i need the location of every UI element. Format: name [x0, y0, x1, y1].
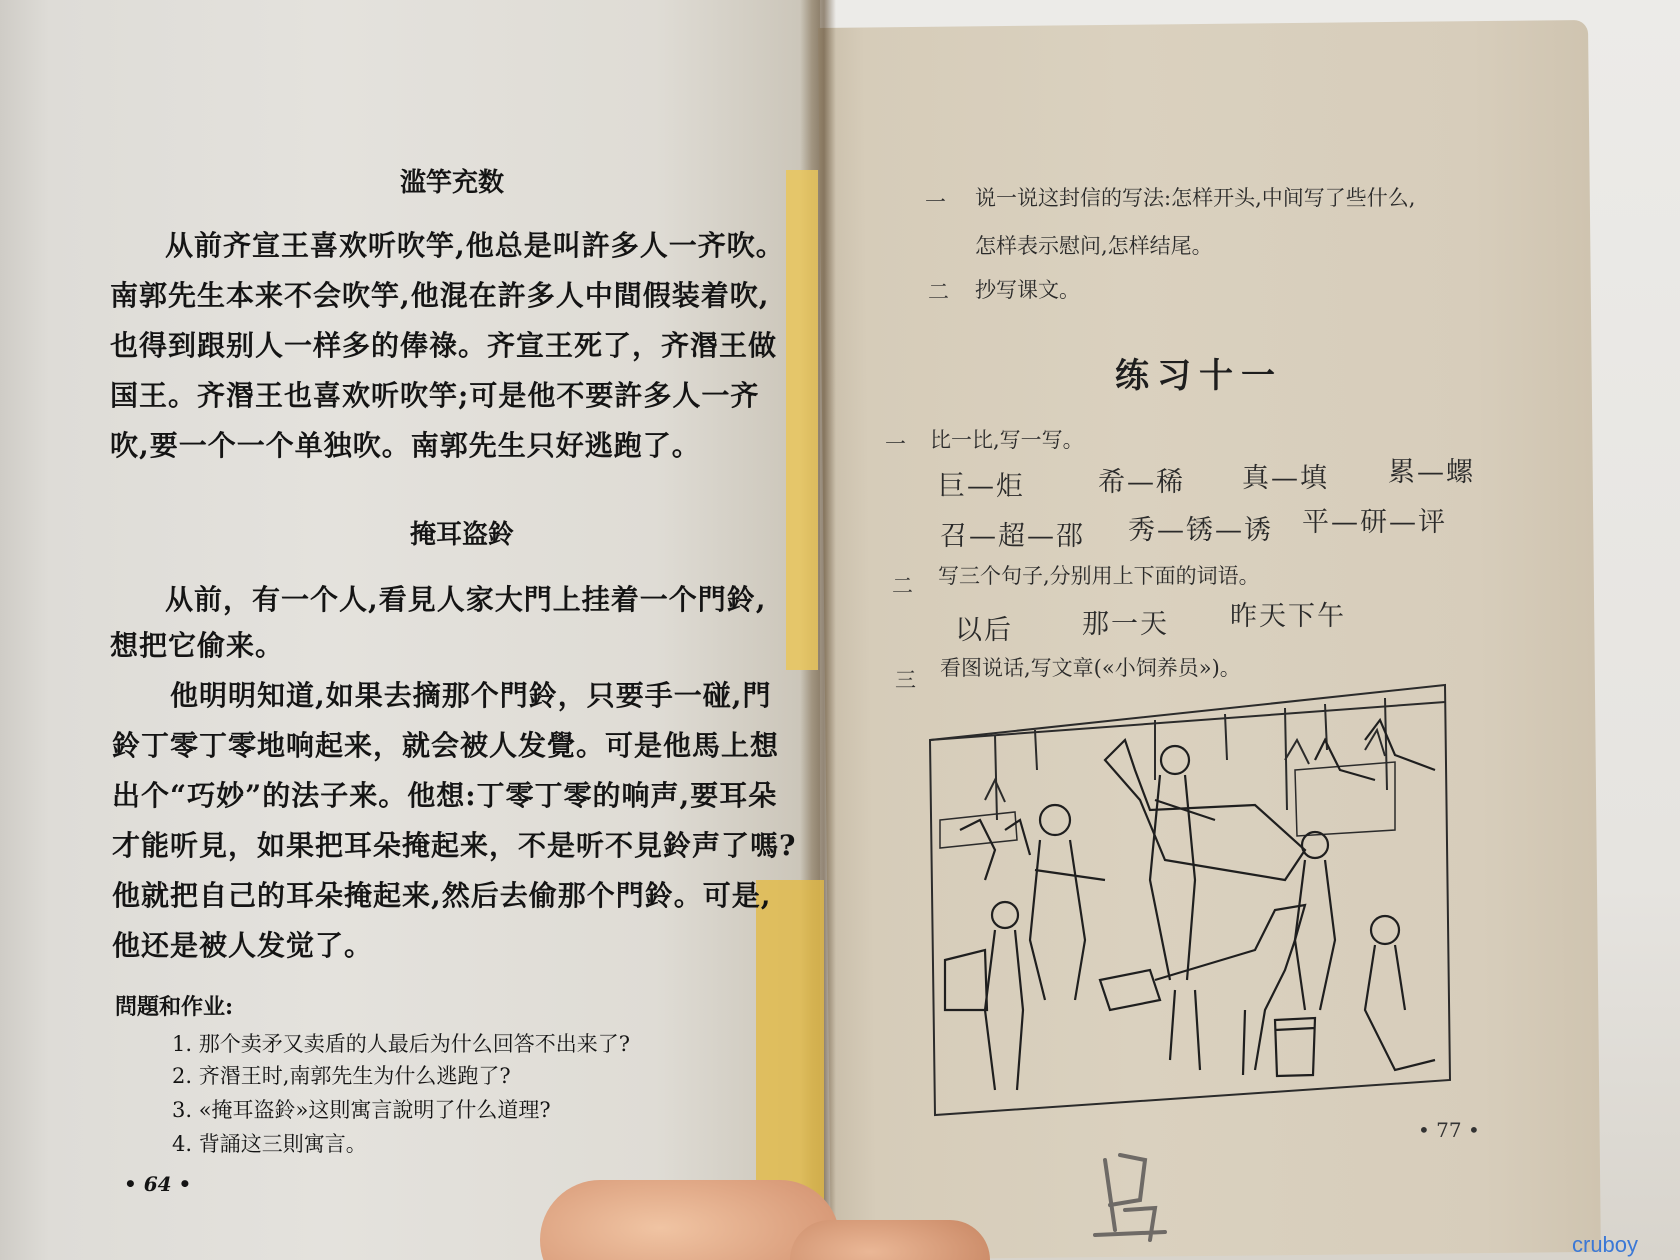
word: 昨天下午: [1230, 601, 1346, 632]
story1-line: 从前齐宣王喜欢听吹竽,他总是叫許多人一齐吹。: [165, 229, 785, 262]
question-item: 3. «掩耳盗鈴»这則寓言說明了什么道理?: [172, 1098, 551, 1122]
word: 那一天: [1082, 609, 1169, 640]
ex-label: 三: [895, 668, 916, 692]
question-item: 4. 背誦这三則寓言。: [172, 1132, 367, 1156]
question-item: 1. 那个卖矛又卖盾的人最后为什么回答不出来了?: [172, 1032, 630, 1056]
story1-title: 滥竽充数: [400, 168, 505, 198]
ex-label: 一: [885, 432, 906, 456]
page-number-right: • 77 •: [1418, 1118, 1480, 1142]
story2-line: 才能听見，如果把耳朵掩起来，不是听不見鈴声了嗎?: [112, 829, 797, 862]
story2-line: 从前，有一个人,看見人家大門上挂着一个門鈴,: [165, 583, 767, 616]
char-pair: 巨—炬: [938, 471, 1025, 502]
char-pair: 累—螺: [1388, 457, 1475, 488]
item-text: 抄写课文。: [975, 278, 1080, 302]
story1-line: 也得到跟别人一样多的俸祿。齐宣王死了，齐湣王做: [110, 329, 778, 362]
story1-line: 吹,要一个一个单独吹。南郭先生只好逃跑了。: [110, 429, 701, 462]
questions-heading: 問題和作业:: [115, 994, 234, 1020]
story2-line: 出个“巧妙”的法子来。他想:丁零丁零的响声,要耳朵: [112, 779, 778, 812]
story2-line: 想把它偷来。: [110, 629, 285, 662]
story2-line: 他就把自己的耳朵掩起来,然后去偷那个門鈴。可是,: [112, 879, 772, 912]
stable-illustration: [925, 680, 1455, 1120]
word: 以后: [955, 615, 1013, 646]
handwritten-mark: [1085, 1140, 1175, 1250]
story2-line: 他明明知道,如果去摘那个門鈴，只要手一碰,門: [170, 679, 772, 712]
item-number: 二: [928, 280, 949, 304]
story1-line: 国王。齐湣王也喜欢听吹竽;可是他不要許多人一齐: [110, 379, 760, 412]
char-group: 召—超—邵: [940, 521, 1085, 552]
item-text: 怎样表示慰问,怎样结尾。: [975, 234, 1213, 258]
page-number-left: • 64 •: [124, 1172, 192, 1196]
item-text: 说一说这封信的写法:怎样开头,中间写了些什么,: [975, 186, 1416, 210]
char-pair: 真—填: [1242, 463, 1329, 494]
char-group: 秀—锈—诱: [1128, 515, 1273, 546]
exercise-title: 练习十一: [1115, 356, 1283, 396]
ex-text: 看图说话,写文章(«小饲养员»)。: [940, 656, 1241, 680]
question-item: 2. 齐湣王时,南郭先生为什么逃跑了?: [172, 1064, 511, 1088]
watermark: cruboy: [1572, 1232, 1639, 1257]
item-number: 一: [925, 190, 946, 214]
ex-label: 二: [892, 574, 913, 598]
char-group: 平—研—评: [1302, 507, 1447, 538]
ex-text: 比一比,写一写。: [930, 428, 1084, 452]
char-pair: 希—稀: [1098, 467, 1185, 498]
yellow-tape: [786, 170, 818, 670]
story2-line: 鈴丁零丁零地响起来，就会被人发覺。可是他馬上想: [112, 729, 780, 762]
ex-text: 写三个句子,分别用上下面的词语。: [938, 564, 1260, 588]
story1-line: 南郭先生本来不会吹竽,他混在許多人中間假装着吹,: [110, 279, 770, 312]
story2-line: 他还是被人发觉了。: [112, 929, 374, 962]
finger: [790, 1220, 990, 1260]
story2-title: 掩耳盗鈴: [410, 520, 515, 550]
